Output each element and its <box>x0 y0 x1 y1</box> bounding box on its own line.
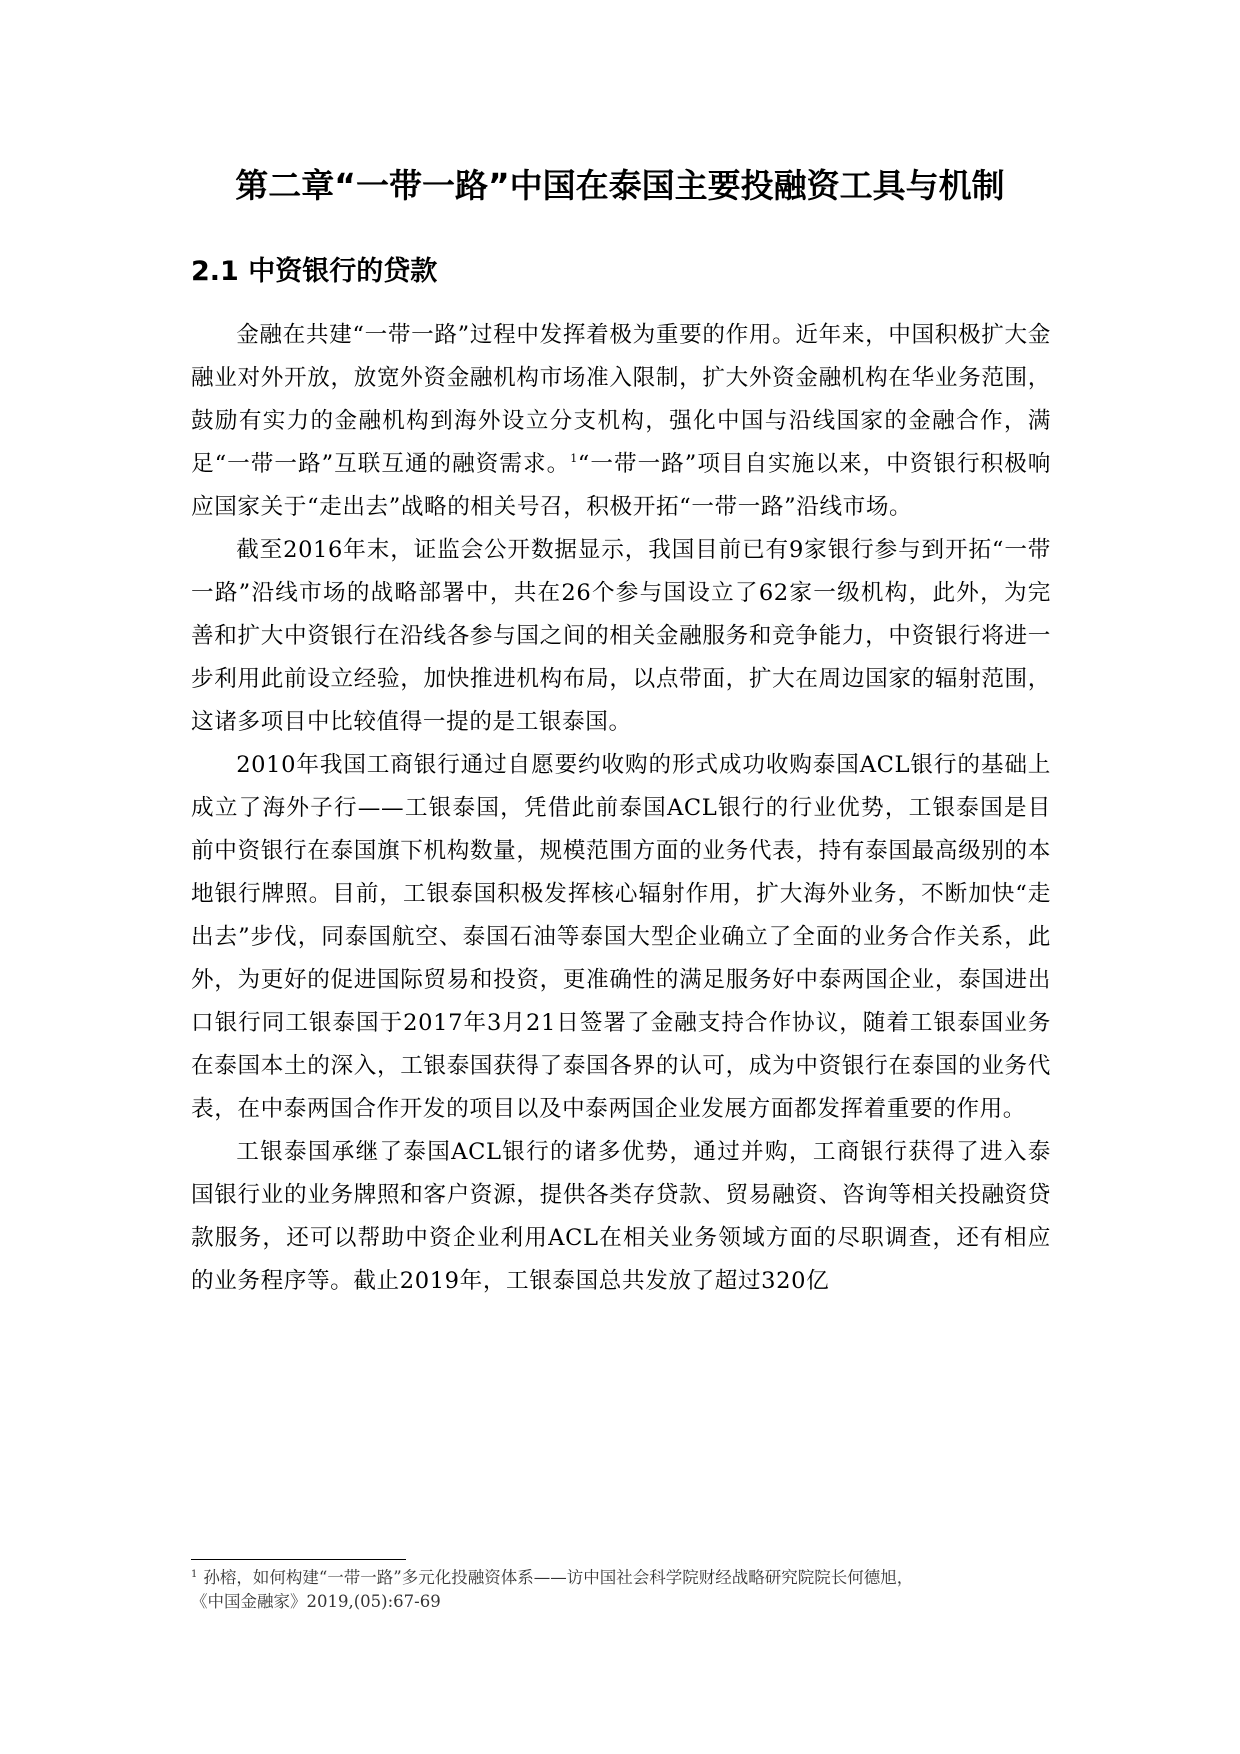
footnote-line-1: 孙榕，如何构建“一带一路”多元化投融资体系——访中国社会科学院财经战略研究院院长何德旭， <box>203 1568 914 1587</box>
paragraph-1 <box>191 314 1051 529</box>
paragraph-2: 截至2016年末，证监会公开数据显示，我国目前已有9家银行参与到开拓“一带一路”沿线市场的战略部署中，共在26个参与国设立了62家一级机构，此外，为完善和扩大中资银行在沿线各参与国之间的相关金融服务和竞争能力，中资银行将进一步利用此前设立经验，加快推进机构布局，以点带面，扩大在周边国家的辐射范围，这诸多项目中比较值得一提的是工银泰国。 <box>191 537 1051 735</box>
paragraph-1-text-a: 金融在共建“一带一路”过程中发挥着极为重要的作用。近年来，中国积极扩大金融业对外开放，放宽外资金融机构市场准入限制，扩大外资金融机构在华业务范围，鼓励有实力的金融机构到海外设立分支机构，强化中国与沿线国家的金融合作，满足“一带一路”互联互通的融资需求。 <box>191 322 1051 477</box>
footnote-divider <box>191 1559 406 1560</box>
section-title: 2.1 中资银行的贷款 <box>191 256 438 287</box>
chapter-title: 第二章“一带一路”中国在泰国主要投融资工具与机制 <box>235 166 1005 205</box>
paragraph-1-text-b: “一带一路”项目自实施以来，中资银行积极响应国家关于“走出去”战略的相关号召，积极开拓“一带一路”沿线市场。 <box>191 451 1051 520</box>
footnote <box>191 1566 1051 1614</box>
paragraph-4: 工银泰国承继了泰国ACL银行的诸多优势，通过并购，工商银行获得了进入泰国银行业的业务牌照和客户资源，提供各类存贷款、贸易融资、咨询等相关投融资贷款服务，还可以帮助中资企业利用ACL在相关业务领域方面的尽职调查，还有相应的业务程序等。截止2019年，工银泰国总共发放了超过320亿 <box>191 1139 1051 1294</box>
body-text <box>191 314 1051 1303</box>
footnote-number: 1 <box>191 1569 198 1580</box>
footnote-reference[interactable]: 1 <box>570 452 578 465</box>
footnote-line-2: 《中国金融家》2019,(05):67-69 <box>191 1592 441 1611</box>
paragraph-3: 2010年我国工商银行通过自愿要约收购的形式成功收购泰国ACL银行的基础上成立了海外子行——工银泰国，凭借此前泰国ACL银行的行业优势，工银泰国是目前中资银行在泰国旗下机构数量，规模范围方面的业务代表，持有泰国最高级别的本地银行牌照。目前，工银泰国积极发挥核心辐射作用，扩大海外业务，不断加快“走出去”步伐，同泰国航空、泰国石油等泰国大型企业确立了全面的业务合作关系，此外，为更好的促进国际贸易和投资，更准确性的满足服务好中泰两国企业，泰国进出口银行同工银泰国于2017年3月21日签署了金融支持合作协议，随着工银泰国业务在泰国本土的深入，工银泰国获得了泰国各界的认可，成为中资银行在泰国的业务代表，在中泰两国合作开发的项目以及中泰两国企业发展方面都发挥着重要的作用。 <box>191 752 1051 1122</box>
